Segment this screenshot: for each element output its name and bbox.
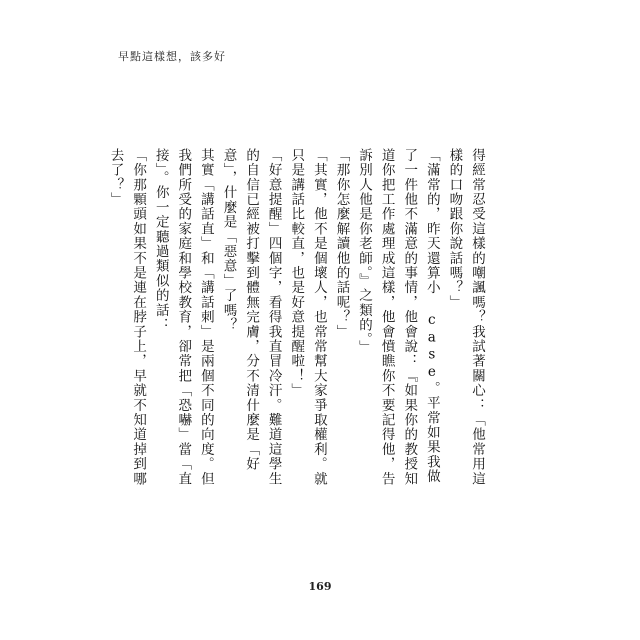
- paragraph: 「那你怎麼解讀他的話呢？」: [333, 148, 350, 340]
- paragraph: 「你那顆頭如果不是連在脖子上，早就不知道掉到哪去了？」: [107, 148, 147, 487]
- paragraph: 「其實，他不是個壞人，也常常幫大家爭取權利。就只是講話比較直，也是好意提醒啦！」: [288, 148, 327, 487]
- page-number: 169: [308, 580, 332, 593]
- running-header: 早點這樣想，該多好: [118, 50, 226, 63]
- paragraph: 得經常忍受這樣的嘲諷嗎？我試著關心：「他常用這樣的口吻跟你說話嗎？」: [446, 148, 485, 487]
- paragraph: 「滿常的，昨天還算小 case。平常如果我做了一件他不滿意的事情，他會說：『如果你的教授知道你把工作處理成這樣，他會憤瞧你不要記得他，告訴別人他是你老師。』之類的。」: [356, 148, 440, 487]
- paragraph: 「好意提醒」四個字，看得我直冒冷汗。難道這學生的自信已經被打擊到體無完膚，分不清什麼是「好意」，什麼是「惡意」了嗎？: [220, 148, 282, 487]
- paragraph: 其實「講話直」和「講話刺」是兩個不同的向度。但我們所受的家庭和學校教育，卻常把「恐嚇」當「直接」。你一定聽過類似的話：: [152, 148, 214, 487]
- body-text: [104, 148, 488, 496]
